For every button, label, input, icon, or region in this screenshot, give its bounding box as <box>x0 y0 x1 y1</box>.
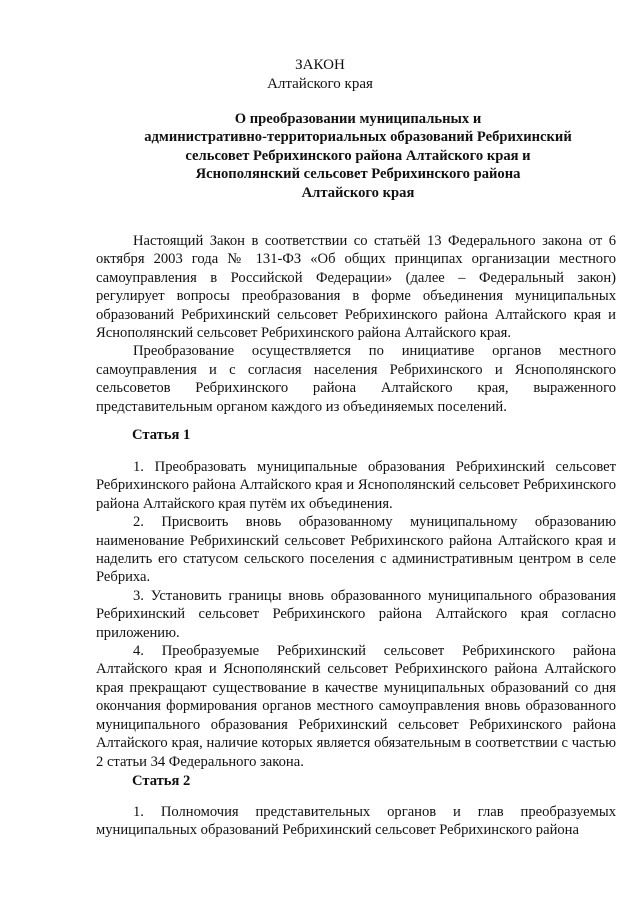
article-2-body <box>96 803 616 840</box>
article-2-paragraph: 1. Полномочия представительных органов и глав преобразуемых муниципальных образований Ребрихинский сельсовет Ребрихинского района <box>96 804 616 839</box>
article-1-paragraph: 4. Преобразуемые Ребрихинский сельсовет Ребрихинского района Алтайского края и Яснополянский сельсовет Ребрихинского района Алтайского края прекращают существование в качестве муниципальных образований со дня окончания формирования органов местного самоуправления вновь образованного муниципального образования Ребрихинский сельсовет Ребрихинского района Алтайского края, наличие которых является обязательным в соответствии с частью 2 статьи 34 Федерального закона. <box>96 643 616 770</box>
preamble-paragraph: Преобразование осуществляется по инициативе органов местного самоуправления и с согласия населения Ребрихинского и Яснополянского сельсоветов Ребрихинского района Алтайского края, выраженного представительным органом каждого из объединяемых поселений. <box>96 343 616 415</box>
article-1-body <box>96 458 616 771</box>
document-issuer: Алтайского края <box>267 76 373 92</box>
article-1-paragraph: 1. Преобразовать муниципальные образования Ребрихинский сельсовет Ребрихинского района Алтайского края и Яснополянский сельсовет Ребрихинского района Алтайского края путём их объединения. <box>96 459 616 512</box>
article-2-heading: Статья 2 <box>132 773 191 789</box>
article-1-paragraph: 3. Установить границы вновь образованного муниципального образования Ребрихинский сельсовет Ребрихинского района Алтайского края согласно приложению. <box>96 587 616 641</box>
article-1-heading: Статья 1 <box>132 427 191 443</box>
article-1-paragraph: 2. Присвоить вновь образованному муниципальному образованию наименование Ребрихинский сельсовет Ребрихинского района Алтайского края и наделить его статусом сельского поселения с административным центром в селе Ребриха. <box>96 514 616 586</box>
title-line: административно-территориальных образований Ребрихинский <box>144 129 572 146</box>
preamble-paragraph: Настоящий Закон в соответствии со статьёй 13 Федерального закона от 6 октября 2003 года № 131-ФЗ «Об общих принципах организации местного самоуправления в Российской Федерации» (далее – Федеральный закон) регулирует вопросы преобразования в форме объединения муниципальных образований Ребрихинский сельсовет Ребрихинского района Алтайского края и Яснополянский сельсовет Ребрихинского района Алтайского края. <box>96 233 616 342</box>
title-line: Яснополянский сельсовет Ребрихинского района <box>195 166 521 183</box>
preamble <box>96 232 616 416</box>
title-line: сельсовет Ребрихинского района Алтайского края и <box>185 147 531 164</box>
document-type: ЗАКОН <box>295 57 345 73</box>
title-line: О преобразовании муниципальных и <box>234 111 482 127</box>
document-title <box>100 110 616 202</box>
title-line: Алтайского края <box>301 184 415 201</box>
